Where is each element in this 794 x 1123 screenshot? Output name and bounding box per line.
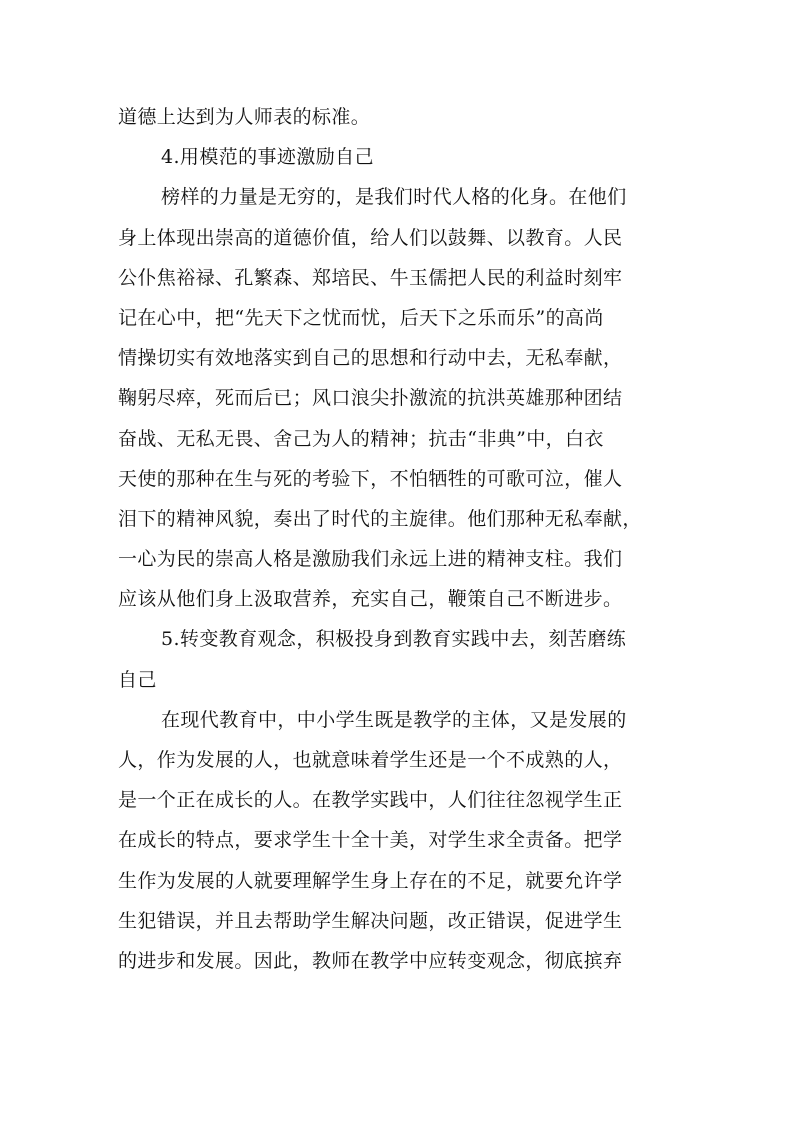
paragraph-first-line: 榜样的力量是无穷的，是我们时代人格的化身。在他们 <box>161 186 627 209</box>
body-text-line: 泪下的精神风貌，奏出了时代的主旋律。他们那种无私奉献， <box>118 507 642 530</box>
body-text-line: 鞠躬尽瘁，死而后已；风口浪尖扑激流的抗洪英雄那种团结 <box>118 387 623 410</box>
document-page <box>118 97 686 981</box>
body-text-line: 天使的那种在生与死的考验下，不怕牺牲的可歌可泣，催人 <box>118 467 623 490</box>
body-text-line: 道德上达到为人师表的标准。 <box>118 106 371 128</box>
body-text-line: 身上体现出崇高的道德价值，给人们以鼓舞、以教育。人民 <box>118 226 623 249</box>
section-heading-5-continued: 自己 <box>118 668 157 691</box>
body-text-line: 人，作为发展的人，也就意味着学生还是一个不成熟的人， <box>118 749 623 771</box>
body-text-line: 一心为民的崇高人格是激励我们永远上进的精神支柱。我们 <box>118 548 623 571</box>
body-text-line: 生犯错误，并且去帮助学生解决问题，改正错误，促进学生 <box>118 909 623 932</box>
body-text-line: 生作为发展的人就要理解学生身上存在的不足，就要允许学 <box>118 869 623 892</box>
paragraph-first-line: 在现代教育中，中小学生既是教学的主体，又是发展的 <box>161 708 627 731</box>
body-text-line: 是一个正在成长的人。在教学实践中，人们往往忽视学生正 <box>118 789 623 812</box>
section-heading-5: 5.转变教育观念，积极投身到教育实践中去，刻苦磨练 <box>161 628 627 651</box>
body-text-line: 奋战、无私无畏、舍己为人的精神；抗击“非典”中，白衣 <box>118 427 604 450</box>
body-text-line: 在成长的特点，要求学生十全十美，对学生求全责备。把学 <box>118 829 623 852</box>
section-heading-4: 4.用模范的事迹激励自己 <box>161 146 374 169</box>
body-text-line: 应该从他们身上汲取营养，充实自己，鞭策自己不断进步。 <box>118 588 623 611</box>
body-text-line: 的进步和发展。因此，教师在教学中应转变观念，彻底摈弃 <box>118 949 623 972</box>
body-text-line: 记在心中，把“先天下之忧而忧，后天下之乐而乐”的高尚 <box>118 306 604 329</box>
body-text-line: 情操切实有效地落实到自己的思想和行动中去，无私奉献， <box>118 347 623 370</box>
body-text-line: 公仆焦裕禄、孔繁森、郑培民、牛玉儒把人民的利益时刻牢 <box>118 266 623 289</box>
